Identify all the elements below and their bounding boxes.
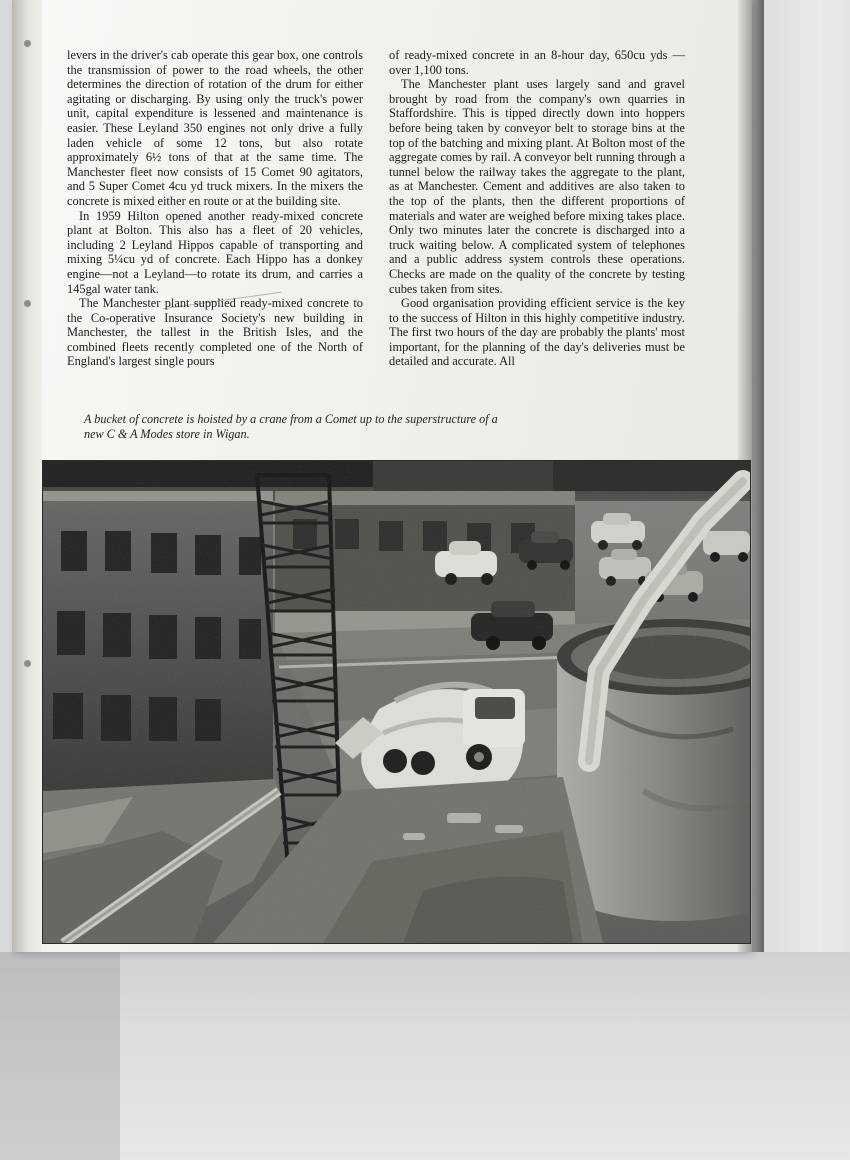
paragraph: of ready-mixed concrete in an 8-hour day, 650cu yds —over 1,100 tons.	[389, 48, 685, 77]
page-binding-edge	[12, 0, 42, 952]
figure-caption: A bucket of concrete is hoisted by a crane from a Comet up to the superstructure of a new C & A Modes store in Wigan.	[84, 412, 498, 441]
binding-hole	[24, 300, 31, 307]
paragraph: levers in the driver's cab operate this gear box, one controls the transmission of power to the road wheels, the other determines the direction of rotation of the drum for either agitating or discharging. By using only the truck's power unit, capital expenditure is lessened and maintenance is easier. These Leyland 350 engines not only drive a fully laden vehicle of some 12 tons, but also rotate approximately 6½ tons of that at the same time. The Manchester fleet now consists of 15 Comet 90 agitators, and 5 Super Comet 4cu yd truck mixers. In the mixers the concrete is mixed either en route or at the building site.	[67, 48, 363, 208]
scan-background-bottom-left	[0, 952, 120, 1160]
page-sheet	[12, 0, 752, 952]
binding-hole	[24, 660, 31, 667]
article-body	[67, 48, 685, 369]
text-column-right	[389, 48, 685, 369]
paragraph: In 1959 Hilton opened another ready-mixed concrete plant at Bolton. This also has a fleet of 20 vehicles, including 2 Leyland Hippos capable of transporting and mixing 5¼cu yd of concrete. Each Hippo has a donkey engine—not a Leyland—to rotate its drum, and carries a 145gal water tank.	[67, 208, 363, 296]
paragraph: The Manchester plant uses largely sand and gravel brought by road from the company's own quarries in Staffordshire. This is tipped directly down into hoppers before being taken by conveyor belt to storage bins at the top of the batching and mixing plant. At Bolton most of the aggregate comes by rail. A conveyor belt running through a tunnel below the railway takes the aggregate to the plant, as at Manchester. Cement and additives are also taken to the top of the plants, then the different proportions of materials and water are weighed before mixing takes place. Only two minutes later the concrete is discharged into a truck waiting below. A complicated system of telephones and a public address system controls these operations. Checks are made on the quality of the concrete by testing cubes taken from sites.	[389, 77, 685, 296]
text-column-left	[67, 48, 363, 369]
paragraph: Good organisation providing efficient service is the key to the success of Hilton in this highly competitive industry. The first two hours of the day are probably the plants' most important, for the planning of the day's deliveries must be detailed and accurate. All	[389, 296, 685, 369]
scan-background-bottom	[0, 952, 850, 1160]
figure-photograph	[42, 460, 751, 944]
binding-hole	[24, 40, 31, 47]
scan-background-right	[752, 0, 850, 952]
photograph-graphic	[43, 461, 750, 943]
paragraph: The Manchester plant supplied ready-mixed concrete to the Co-operative Insurance Society's new building in Manchester, the tallest in the British Isles, and the combined fleets recently completed one of the North of England's largest single pours	[67, 296, 363, 369]
